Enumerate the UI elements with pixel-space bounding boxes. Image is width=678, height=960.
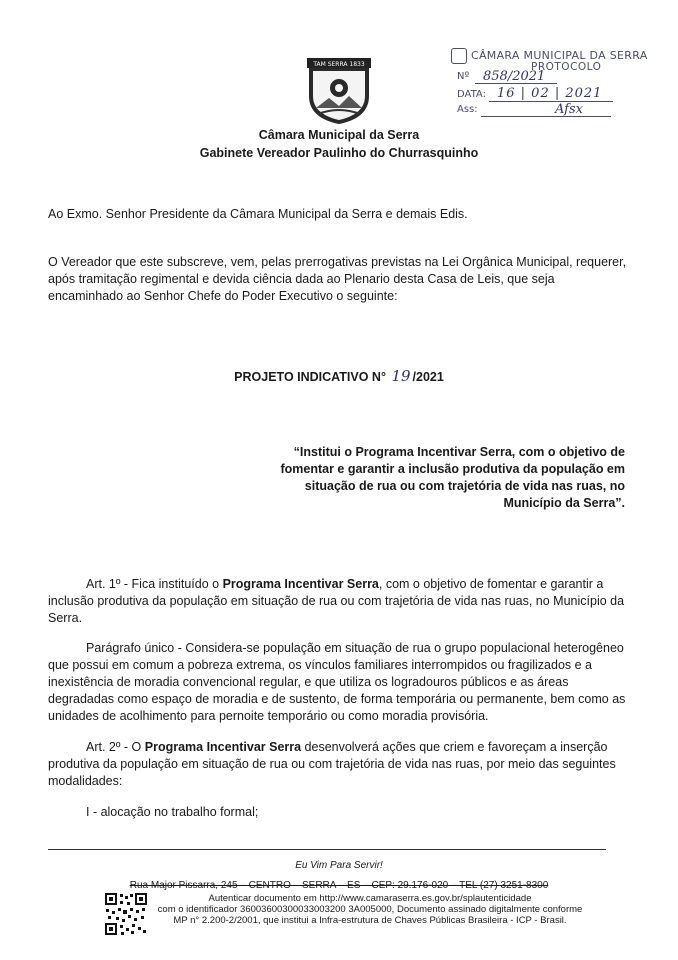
crest-motto: TAM SERRA 1833 [313,61,365,68]
stamp-number-value: 858/2021 [483,69,546,84]
org-name: Câmara Municipal da Serra [258,128,420,142]
stamp-number-label: Nº [457,71,470,82]
auth-line-1: Autenticar documento em http://www.camaraserra.es.gov.br/splautenticidade [208,893,532,904]
article-2: Art. 2º - O Programa Incentivar Serra desenvolverá ações que criem e favoreçam a inserção produtiva da população em situação de rua ou com trajetória de vida nas ruas, por meio das seguintes modalidades: [48,740,616,788]
office-name: Gabinete Vereador Paulinho do Churrasquinho [199,146,479,160]
stamp-signature: Afsx [555,102,583,117]
auth-line-2: com o identificador 36003600300033003200 3A005000, Documento assinado digitalmente conforme [157,904,583,915]
municipal-crest [304,56,374,126]
stamp-signature-label: Ass: [457,104,478,115]
auth-line-3: MP n° 2.200-2/2001, que institui a Infra-estrutura de Chaves Públicas Brasileira - ICP - Brasil. [173,915,567,926]
protocol-stamp [445,44,648,126]
stamp-date-value: 16 | 02 | 2021 [497,86,603,101]
project-title: PROJETO INDICATIVO N° 19 /2021 [234,367,444,385]
footer-address: Rua Major Pissarra, 245 – CENTRO – SERRA – ES – CEP: 29.176-020 – TEL (27) 3251-8300 [129,880,549,891]
chamber-seal-icon [451,48,467,64]
item-1: I - alocação no trabalho formal; [86,805,259,819]
article-1: Art. 1º - Fica instituído o Programa Incentivar Serra, com o objetivo de fomentar e garantir a inclusão produtiva da população em situação de rua ou com trajetória de vida nas ruas, no Município da Serra. [48,577,625,625]
ementa: “Institui o Programa Incentivar Serra, com o objetivo de fomentar e garantir a inclusão produtiva da população em situação de rua ou com trajetória de vida nas ruas, no Município da Serra”. [280,445,625,510]
paragrafo-unico: Parágrafo único - Considera-se população em situação de rua o grupo populacional heterogêneo que possui em comum a pobreza extrema, os vínculos familiares interrompidos ou fragilizados e a inexistência de moradia convencional regular, e que utiliza os logradouros públicos e as áreas degradadas como espaço de moradia e de sustento, de forma temporária ou permanente, bem como as unidades de acolhimento para pernoite temporário ou como moradia provisória. [48,641,626,723]
stamp-date-label: DATA: [457,89,486,100]
footer-motto: Eu Vim Para Servir! [295,860,383,871]
footer-divider [48,849,606,850]
project-number: 19 [391,367,411,385]
qr-code[interactable] [104,892,148,936]
stamp-subtitle: PROTOCOLO [531,61,602,73]
intro-paragraph: O Vereador que este subscreve, vem, pelas prerrogativas previstas na Lei Orgânica Municipal, requerer, após tramitação regimental e devida ciência dada ao Plenario desta Casa de Leis, que seja encaminhado ao Senhor Chefe do Poder Executivo o seguinte: [48,255,627,303]
stamp-title: CÂMARA MUNICIPAL DA SERRA [471,49,648,62]
salutation: Ao Exmo. Senhor Presidente da Câmara Municipal da Serra e demais Edis. [48,207,468,221]
